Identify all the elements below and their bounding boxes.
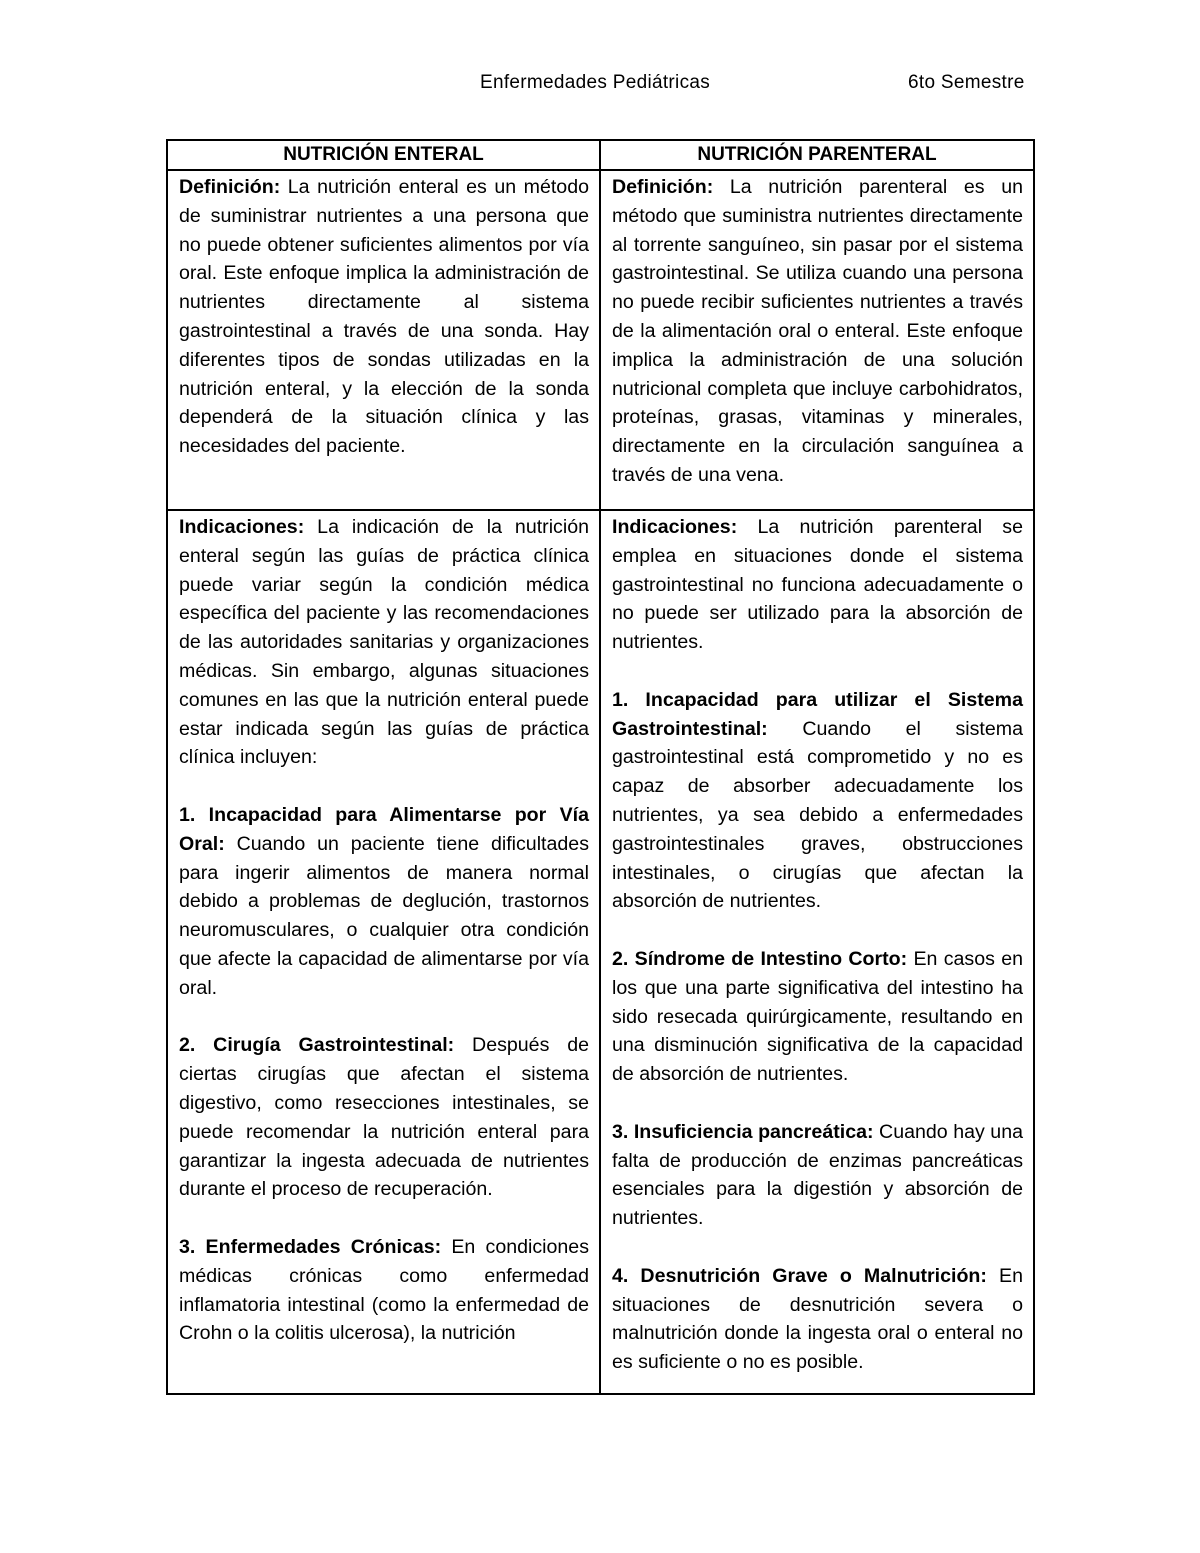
parenteral-item-text: En situaciones de desnutrición severa o malnutrición donde la ingesta oral o enteral no es suficiente o no es posible. [612,1264,1023,1374]
parenteral-definition [612,173,1023,490]
parenteral-item [612,686,1023,916]
table-row-indicaciones [167,510,1034,1394]
paragraph-gap [179,1204,589,1233]
parenteral-definition-text: La nutrición parenteral es un método que suministra nutrientes directamente al torrente sanguíneo, sin pasar por el sistema gastrointestinal. Se utiliza cuando una persona no puede recibir suficientes nutrientes a través de la alimentación oral o enteral. Este enfoque implica la administración de una solución nutricional completa que incluye carbohidratos, proteínas, grasas, vitaminas y minerales, directamente en la circulación sanguínea a través de una vena. [612,176,1023,486]
enteral-item-text: Cuando un paciente tiene dificultades para ingerir alimentos de manera normal debido a problemas de deglución, trastornos neuromusculares, o cualquier otra condición que afecte la capacidad de alimentarse por vía oral. [179,832,589,999]
enteral-item-text: En condiciones médicas crónicas como enfermedad inflamatoria intestinal (como la enfermedad de Crohn o la colitis ulcerosa), la nutrición [179,1235,589,1345]
paragraph-gap [612,657,1023,686]
course-title: Enfermedades Pediátricas [480,72,711,93]
paragraph-gap [612,916,1023,945]
semester-label: 6to Semestre [908,72,1025,93]
enteral-item [179,1233,589,1348]
comparison-table [166,139,1035,1395]
paragraph-gap [612,1089,1023,1118]
parenteral-item [612,1262,1023,1377]
enteral-indications-text: La indicación de la nutrición enteral según las guías de práctica clínica puede variar según la condición médica específica del paciente y las recomendaciones de las autoridades sanitarias y organizaciones médicas. Sin embargo, algunas situaciones comunes en las que la nutrición enteral puede estar indicada según las guías de práctica clínica incluyen: [179,516,589,769]
parenteral-indications-label: Indicaciones: [612,516,738,538]
enteral-indications-cell [167,510,600,1394]
parenteral-item-label: 4. Desnutrición Grave o Malnutrición: [612,1264,987,1287]
parenteral-item [612,1118,1023,1233]
table-row-definicion [167,170,1034,510]
enteral-item-label: 1. Incapacidad para Alimentarse por Vía Oral: [179,803,589,855]
parenteral-item-label: 2. Síndrome de Intestino Corto: [612,947,908,970]
parenteral-indications [612,513,1023,657]
enteral-definition-cell [167,170,600,510]
enteral-item [179,801,589,1003]
parenteral-item [612,945,1023,1089]
paragraph-gap [179,772,589,801]
parenteral-item-text: Cuando el sistema gastrointestinal está comprometido y no es capaz de absorber adecuadamente los nutrientes, ya sea debido a enfermedades gastrointestinales graves, obstrucciones intestinales, o cirugías que afectan la absorción de nutrientes. [612,717,1023,913]
enteral-item [179,1031,589,1204]
paragraph-gap [612,1233,1023,1262]
enteral-indications [179,513,589,772]
enteral-definition-label: Definición: [179,176,281,198]
enteral-item-label: 2. Cirugía Gastrointestinal: [179,1034,455,1057]
column-header-parenteral: NUTRICIÓN PARENTERAL [600,140,1034,170]
parenteral-item-label: 1. Incapacidad para utilizar el Sistema Gastrointestinal: [612,688,1023,740]
enteral-indications-label: Indicaciones: [179,516,305,538]
parenteral-indications-cell [600,510,1034,1394]
column-header-enteral: NUTRICIÓN ENTERAL [167,140,600,170]
parenteral-indications-text: La nutrición parenteral se emplea en situaciones donde el sistema gastrointestinal no funciona adecuadamente o no puede ser utilizado para la absorción de nutrientes. [612,516,1023,654]
parenteral-item-text: En casos en los que una parte significativa del intestino ha sido resecada quirúrgicamente, resultando en una disminución significativa de la capacidad de absorción de nutrientes. [612,947,1023,1086]
enteral-definition [179,173,589,461]
paragraph-gap [179,1003,589,1032]
running-header [0,72,1200,98]
enteral-item-label: 3. Enfermedades Crónicas: [179,1235,442,1258]
parenteral-item-text: Cuando hay una falta de producción de enzimas pancreáticas esenciales para la digestión y absorción de nutrientes. [612,1120,1023,1230]
enteral-definition-text: La nutrición enteral es un método de suministrar nutrientes a una persona que no puede obtener suficientes alimentos por vía oral. Este enfoque implica la administración de nutrientes directamente al sistema gastrointestinal a través de una sonda. Hay diferentes tipos de sondas utilizadas en la nutrición enteral, y la elección de la sonda dependerá de la situación clínica y las necesidades del paciente. [179,176,589,458]
parenteral-definition-cell [600,170,1034,510]
enteral-item-text: Después de ciertas cirugías que afectan el sistema digestivo, como resecciones intestinales, se puede recomendar la nutrición enteral para garantizar la ingesta adecuada de nutrientes durante el proceso de recuperación. [179,1034,589,1201]
table-header-row [167,140,1034,170]
parenteral-definition-label: Definición: [612,176,714,198]
parenteral-item-label: 3. Insuficiencia pancreática: [612,1120,874,1143]
